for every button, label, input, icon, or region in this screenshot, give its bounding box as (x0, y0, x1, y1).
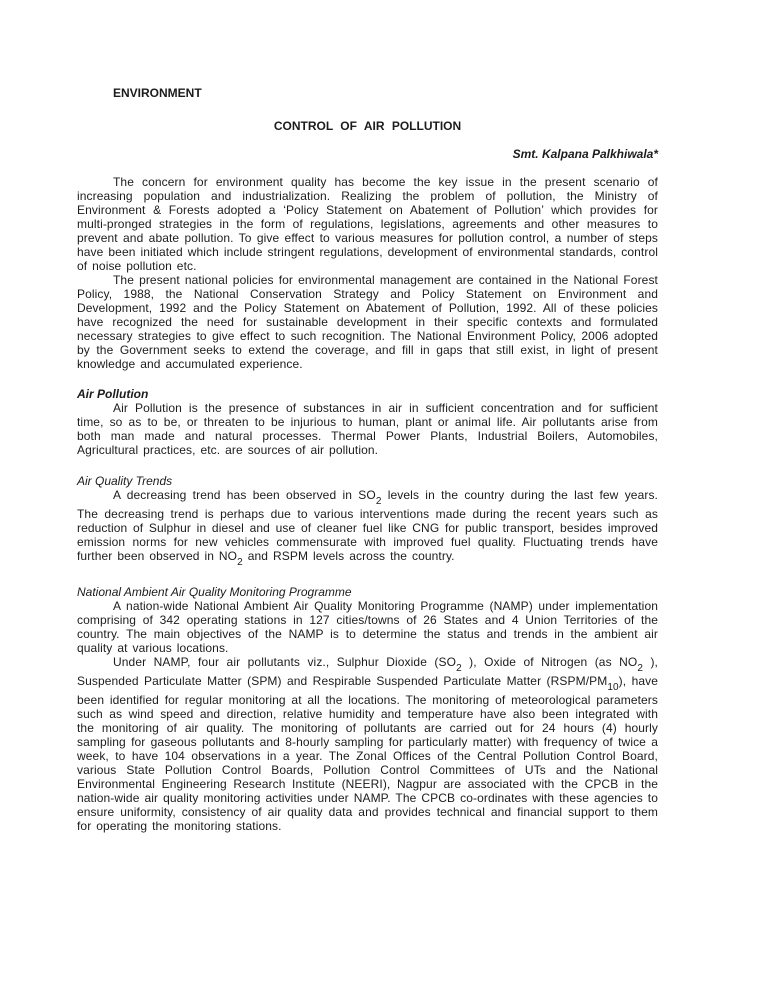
document-kicker: ENVIRONMENT (113, 86, 202, 100)
section-heading-air-quality-trends: Air Quality Trends (77, 474, 173, 488)
paragraph-1: The concern for environment quality has become the key issue in the present scenario of increasing population and industrialization. Realizing the problem of pollution, the Ministry of Environment & Forests adopted a ‘Policy Statement on Abatement of Pollution’ which provides for multi-pronged strategies in the form of regulations, legislations, agreements and other measures to prevent and abate pollution. To give effect to various measures for pollution control, a number of steps have been initiated which include stringent regulations, development of environmental standards, control of noise pollution etc. (77, 175, 658, 273)
paragraph-5: A nation-wide National Ambient Air Quality Monitoring Programme (NAMP) under implementation comprising of 342 operating stations in 127 cities/towns of 26 States and 4 Union Territories of the country. The main objectives of the NAMP is to determine the status and trends in the ambient air quality at various locations. (77, 599, 658, 655)
subscript: 2 (637, 663, 644, 674)
paragraph-3: Air Pollution is the presence of substances in air in sufficient concentration and for sufficient time, so as to be, or threaten to be injurious to human, plant or animal life. Air pollutants arise from both man made and natural processes. Thermal Power Plants, Industrial Boilers, Automobiles, Agricultural practices, etc. are sources of air pollution. (77, 401, 658, 457)
subscript: 10 (607, 682, 619, 693)
section-heading-namp: National Ambient Air Quality Monitoring Programme (77, 585, 352, 599)
document-author: Smt. Kalpana Palkhiwala* (512, 147, 658, 161)
section-heading-air-pollution: Air Pollution (77, 387, 149, 401)
subscript: 2 (375, 496, 382, 507)
document-body (77, 175, 658, 833)
paragraph-6: Under NAMP, four air pollutants viz., Sulphur Dioxide ($SO_2$ ), Oxide of Nitrogen (as $NO_2$ ), Suspended Particulate Matter (SPM) and Respirable Suspended Particulate Matter $(RSPM/PM_{10})$, have been identified for regular monitoring at all the locations. The monitoring of meteorological parameters such as wind speed and direction, relative humidity and temperature have also been integrated with the monitoring of air quality. The monitoring of pollutants are carried out for 24 hours (4) hourly sampling for gaseous pollutants and 8-hourly sampling for particularly matter) with frequency of twice a week, to have 104 observations in a year. The Zonal Offices of the Central Pollution Control Board, various State Pollution Control Boards, Pollution Control Committees of UTs and the National Environmental Engineering Research Institute (NEERI), Nagpur are associated with the CPCB in the nation-wide air quality monitoring activities under NAMP. The CPCB co-ordinates with these agencies to ensure uniformity, consistency of air quality data and provides technical and financial support to them for operating the monitoring stations. (77, 655, 658, 833)
subscript: 2 (237, 557, 243, 568)
subscript: 2 (456, 663, 462, 674)
paragraph-2: The present national policies for environmental management are contained in the National Forest Policy, 1988, the National Conservation Strategy and Policy Statement on Environment and Development, 1992 and the Policy Statement on Abatement of Pollution, 1992. All of these policies have recognized the need for sustainable development in their specific contexts and formulated necessary strategies to give effect to such recognition. The National Environment Policy, 2006 adopted by the Government seeks to extend the coverage, and fill in gaps that still exist, in light of present knowledge and accumulated experience. (77, 273, 658, 371)
paragraph-4: A decreasing trend has been observed in $SO_2$ levels in the country during the last few years. The decreasing trend is perhaps due to various interventions made during the recent years such as reduction of Sulphur in diesel and use of cleaner fuel like CNG for public transport, besides improved emission norms for new vehicles commensurate with improved fuel quality. Fluctuating trends have further been observed in $NO_2$ and RSPM levels across the country. (77, 488, 658, 568)
document-title: CONTROL OF AIR POLLUTION (273, 119, 462, 133)
